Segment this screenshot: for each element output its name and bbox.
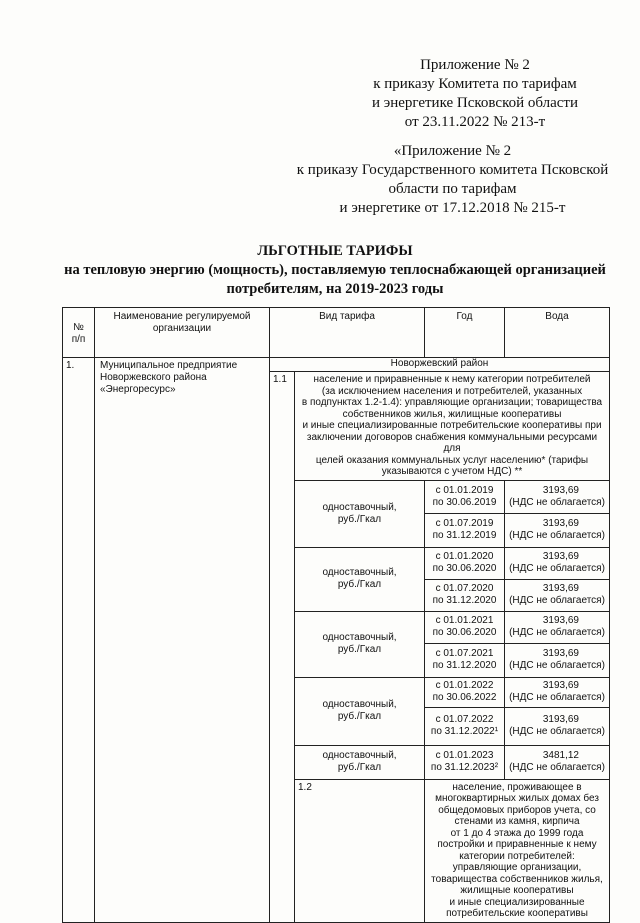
title-line-2: на тепловую энергию (мощность), поставляемую теплоснабжающей организацией [64, 262, 606, 278]
annex-original-reference [275, 142, 630, 218]
tariff-value: 3193,69 (НДС не облагается) [505, 611, 610, 643]
table-header-row [63, 308, 610, 358]
tariff-type: одноставочный, руб./Гкал [295, 745, 425, 779]
period: с 01.07.2021 по 31.12.2020 [425, 643, 505, 677]
table-row [63, 358, 610, 372]
tariff-table [62, 307, 610, 923]
annex-line: от 23.11.2022 № 213-т [404, 114, 546, 130]
header-num: № п/п [63, 308, 95, 358]
annex-line: «Приложение № 2 [393, 143, 512, 159]
tariff-value: 3193,69 (НДС не облагается) [505, 643, 610, 677]
document-title [30, 242, 640, 299]
title-line-3: потребителям, на 2019-2023 годы [226, 281, 444, 297]
period: с 01.07.2022 по 31.12.2022¹ [425, 707, 505, 745]
tariff-value: 3193,69 (НДС не облагается) [505, 513, 610, 547]
tariff-value: 3193,69 (НДС не облагается) [505, 579, 610, 611]
consumer-category-description: население, проживающее в многоквартирных жилых домах без общедомовых приборов учета, со стенами из камня, кирпича от 1 до 4 этажа до 1999 года постройки и приравненные к нему категории потребителей: управляющие организации, товарищества собственников жилья, жилищные кооперативы и иные специализированные потребительские кооперативы [425, 779, 610, 922]
tariff-value: 3193,69 (НДС не облагается) [505, 480, 610, 513]
annex-line: и энергетике Псковской области [371, 95, 579, 111]
tariff-value: 3193,69 (НДС не облагается) [505, 547, 610, 579]
period: с 01.01.2022 по 30.06.2022 [425, 677, 505, 707]
tariff-value: 3193,69 (НДС не облагается) [505, 707, 610, 745]
annex-line: Приложение № 2 [420, 57, 530, 73]
period: с 01.01.2019 по 30.06.2019 [425, 480, 505, 513]
district-name: Новоржевский район [270, 358, 610, 372]
header-year: Год [425, 308, 505, 358]
organization-name: Муниципальное предприятие Новоржевского района «Энергоресурс» [95, 358, 270, 923]
period: с 01.01.2023 по 31.12.2023² [425, 745, 505, 779]
annex-line: к приказу Государственного комитета Псковской [296, 162, 609, 178]
annex-line: области по тарифам [388, 181, 517, 197]
title-line-1: ЛЬГОТНЫЕ ТАРИФЫ [257, 243, 413, 259]
tariff-type: одноставочный, руб./Гкал [295, 611, 425, 677]
header-tariff-type: Вид тарифа [270, 308, 425, 358]
tariff-type: одноставочный, руб./Гкал [295, 547, 425, 611]
tariff-value: 3481,12 (НДС не облагается) [505, 745, 610, 779]
period: с 01.01.2021 по 30.06.2020 [425, 611, 505, 643]
subgroup-number: 1.2 [295, 779, 425, 922]
annex-current-reference [340, 56, 610, 132]
consumer-category-description: население и приравненные к нему категории потребителей (за исключением населения и потребителей, указанных в подпунктах 1.2-1.4): управляющие организации; товарищества собственников жилья, жилищные кооперативы и иные специализированные потребительские кооперативы при заключении договоров снабжения коммунальными ресурсами для целей оказания коммунальных услуг населению* (тарифы указываются с учетом НДС) ** [295, 372, 610, 481]
annex-line: и энергетике от 17.12.2018 № 215-т [339, 200, 566, 216]
tariff-type: одноставочный, руб./Гкал [295, 677, 425, 745]
annex-line: к приказу Комитета по тарифам [373, 76, 577, 92]
period: с 01.01.2020 по 30.06.2020 [425, 547, 505, 579]
header-organization: Наименование регулируемой организации [95, 308, 270, 358]
period: с 01.07.2020 по 31.12.2020 [425, 579, 505, 611]
header-water: Вода [505, 308, 610, 358]
row-number: 1. [63, 358, 95, 923]
subgroup-number: 1.1 [270, 372, 295, 923]
tariff-value: 3193,69 (НДС не облагается) [505, 677, 610, 707]
tariff-type: одноставочный, руб./Гкал [295, 480, 425, 547]
period: с 01.07.2019 по 31.12.2019 [425, 513, 505, 547]
